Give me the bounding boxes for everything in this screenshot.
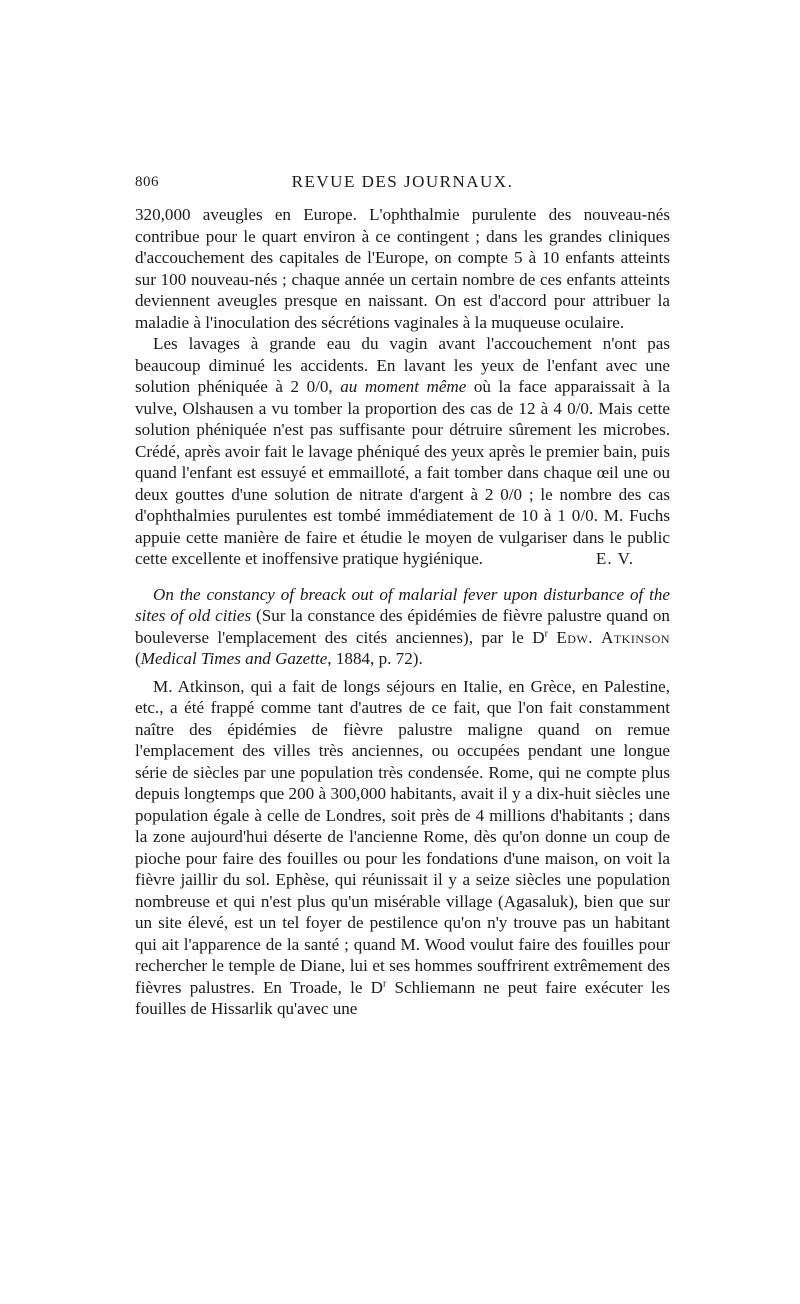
author-signature: E. V. [595,549,634,568]
article-author: Edw. Atkinson [556,627,670,647]
page-number: 806 [135,174,159,190]
italic-emphasis: au moment même [340,377,467,396]
article-title: On the constancy of breack out of malarial fever upon disturbance of the sites of old cities [135,584,670,625]
paragraph-text: M. Atkinson, qui a fait de longs séjours en Italie, en Grèce, en Palestine, etc., a été frappé comme tant d'autres de ce fait, que l'on fait constamment naître des épidémies de fièvre palustre maligne quand on remue l'emplacement des villes très anciennes, ou occupées pendant une longue série de siècles par une population très condensée. Rome, qui ne compte plus depuis longtemps que 200 à 300,000 habitants, avait il y a dix-huit siècles une population égale à celle de Londres, soit près de 4 millions d'habitants ; dans la zone aujourd'hui déserte de l'ancienne Rome, dès qu'on donne un coup de pioche pour faire des fouilles ou pour les fondations d'une maison, on voit la fièvre jaillir du sol. Ephèse, qui réunissait il y a seize siècles une population nombreuse et qui n'est plus qu'un misérable village (Agasaluk), bien que sur un site élevé, est un tel foyer de pestilence qu'on n'y trouve pas un habitant qui ait l'apparence de la santé ; quand M. Wood voulut faire des fouilles pour rechercher le temple de Diane, lui et ses hommes souffrirent extrêmement des fièvres palustres. En Troade, le D [135,676,670,997]
paragraph-washing-method [135,333,670,570]
running-title: REVUE DES JOURNAUX. [291,172,514,191]
paragraph-text: Les lavages à grande eau du vagin avant l'accouchement n'ont pas beaucoup diminué les accidents. En lavant les yeux de l'enfant avec une solution phéniquée à 2 0/0, [135,334,670,396]
paren: ( [135,649,141,668]
citation-details: , 1884, p. 72). [327,649,423,668]
article-reference [135,584,670,670]
paragraph-text: Schliemann ne peut faire exécuter les fouilles de Hissarlik qu'avec une [135,977,670,1018]
dr-superscript: r [544,627,548,639]
journal-name: Medical Times and Gazette [140,649,328,668]
section-divider [135,570,670,584]
paragraph-malaria-cities [135,676,670,1020]
page-header [135,170,670,204]
document-page [135,170,670,1020]
article-french-title: (Sur la constance des épidémies de fièvre palustre quand on bouleverse l'emplacement des cités anciennes), par le D [135,606,670,647]
paragraph-text: où la face apparaissait à la vulve, Olshausen a vu tomber la proportion des cas de 12 à 4 0/0. Mais cette solution phéniquée n'est pas suffisante pour détruire sûrement les microbes. Crédé, après avoir fait le lavage phéniqué des yeux après le premier bain, puis quand l'enfant est essuyé et emmailloté, a fait tomber dans chaque œil une ou deux gouttes d'une solution de nitrate d'argent à 2 0/0 ; le nombre des cas d'ophthalmies purulentes est tombé immédiatement de 10 à 1 0/0. M. Fuchs appuie cette manière de faire et étudie le moyen de vulgariser dans le public cette excellente et inoffensive pratique hygiénique. [135,377,671,568]
paragraph-ophthalmia-intro: 320,000 aveugles en Europe. L'ophthalmie purulente des nouveau-nés contribue pour le quart environ à ce contingent ; dans les grandes cliniques d'accouchement des capitales de l'Europe, on compte 5 à 10 enfants atteints sur 100 nouveau-nés ; chaque année un certain nombre de ces enfants atteints deviennent aveugles presque en naissant. On est d'accord pour attribuer la maladie à l'inoculation des sécrétions vaginales à la muqueuse oculaire. [135,205,670,332]
dr-superscript: r [382,977,387,989]
